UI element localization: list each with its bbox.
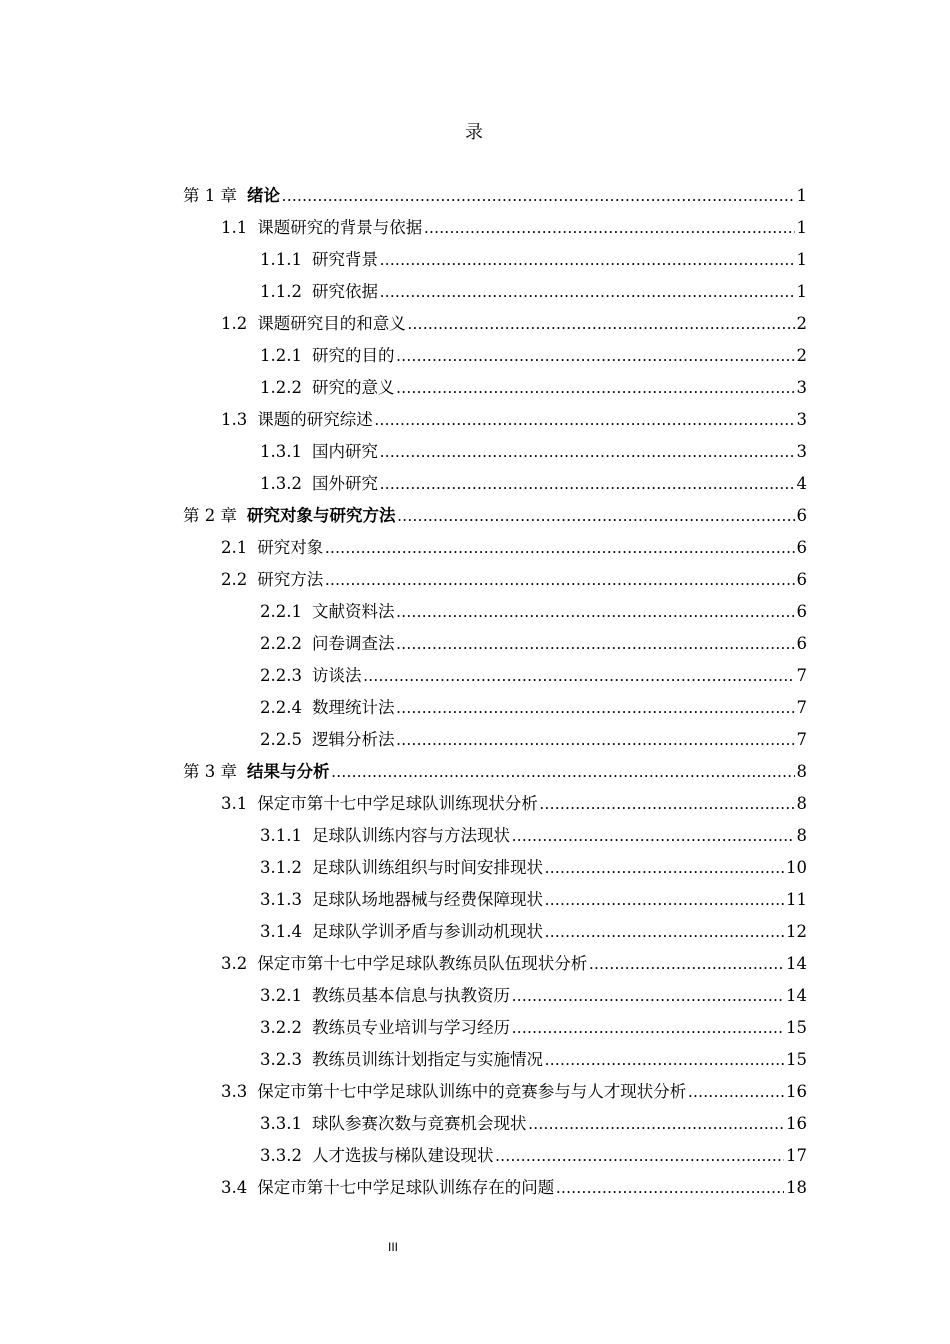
table-of-contents — [183, 180, 807, 1204]
toc-entry-title: 保定市第十七中学足球队教练员队伍现状分析 — [257, 954, 588, 973]
toc-subsection-entry[interactable] — [183, 468, 807, 500]
toc-entry-number: 1.1 — [221, 218, 248, 237]
toc-entry-number: 1.2.1 — [260, 346, 302, 365]
dot-leader — [396, 596, 794, 628]
toc-entry-page: 18 — [786, 1178, 807, 1197]
toc-entry-title: 国外研究 — [311, 474, 378, 493]
toc-subsection-entry[interactable] — [183, 1044, 807, 1076]
dot-leader — [512, 980, 784, 1012]
toc-chapter-entry[interactable] — [183, 500, 807, 532]
toc-entry-title: 结果与分析 — [247, 762, 330, 781]
toc-section-entry[interactable] — [183, 308, 807, 340]
toc-subsection-entry[interactable] — [183, 436, 807, 468]
toc-entry-title: 绪论 — [247, 186, 280, 205]
toc-entry-title: 逻辑分析法 — [311, 730, 395, 749]
dot-leader — [396, 724, 794, 756]
toc-subsection-entry[interactable] — [183, 820, 807, 852]
toc-entry-page: 7 — [796, 698, 807, 717]
dot-leader — [512, 820, 795, 852]
toc-entry-title: 足球队场地器械与经费保障现状 — [311, 890, 543, 909]
toc-entry-title: 足球队训练组织与时间安排现状 — [311, 858, 543, 877]
toc-entry-title: 研究方法 — [257, 570, 324, 589]
toc-entry-number: 3.1.1 — [260, 826, 302, 845]
dot-leader — [380, 468, 795, 500]
toc-entry-number: 2.2.3 — [260, 666, 302, 685]
toc-section-entry[interactable] — [183, 1172, 807, 1204]
toc-subsection-entry[interactable] — [183, 980, 807, 1012]
toc-entry-number: 3.1 — [221, 794, 248, 813]
toc-entry-number: 3.1.4 — [260, 922, 302, 941]
toc-entry-title: 研究的目的 — [311, 346, 395, 365]
toc-subsection-entry[interactable] — [183, 692, 807, 724]
toc-entry-number: 3.3.1 — [260, 1114, 302, 1133]
toc-entry-page: 11 — [786, 890, 807, 909]
toc-entry-number: 1.1.2 — [260, 282, 302, 301]
toc-subsection-entry[interactable] — [183, 1108, 807, 1140]
toc-entry-page: 6 — [796, 634, 807, 653]
dot-leader — [408, 308, 795, 340]
toc-subsection-entry[interactable] — [183, 340, 807, 372]
toc-entry-number: 2.2.1 — [260, 602, 302, 621]
toc-entry-page: 17 — [786, 1146, 807, 1165]
toc-subsection-entry[interactable] — [183, 244, 807, 276]
toc-entry-number: 3.1.3 — [260, 890, 302, 909]
toc-entry-page: 7 — [796, 666, 807, 685]
toc-entry-title: 课题研究的背景与依据 — [257, 218, 423, 237]
toc-entry-page: 14 — [786, 986, 807, 1005]
toc-entry-page: 2 — [796, 314, 807, 333]
dot-leader — [556, 1172, 784, 1204]
toc-subsection-entry[interactable] — [183, 1140, 807, 1172]
toc-entry-page: 4 — [796, 474, 807, 493]
toc-entry-page: 8 — [796, 762, 807, 781]
toc-entry-title: 研究对象 — [257, 538, 324, 557]
toc-section-entry[interactable] — [183, 404, 807, 436]
dot-leader — [363, 660, 794, 692]
toc-entry-number: 1.3.1 — [260, 442, 302, 461]
toc-section-entry[interactable] — [183, 948, 807, 980]
toc-entry-title: 保定市第十七中学足球队训练现状分析 — [257, 794, 538, 813]
toc-entry-number: 3.2.1 — [260, 986, 302, 1005]
toc-entry-title: 教练员基本信息与执教资历 — [311, 986, 510, 1005]
toc-entry-page: 16 — [786, 1114, 807, 1133]
dot-leader — [375, 404, 795, 436]
toc-entry-number: 1.2 — [221, 314, 248, 333]
toc-entry-page: 6 — [796, 602, 807, 621]
toc-entry-number: 3.2 — [221, 954, 248, 973]
toc-entry-page: 6 — [796, 570, 807, 589]
toc-entry-number: 1.3 — [221, 410, 248, 429]
toc-entry-title: 课题研究目的和意义 — [257, 314, 406, 333]
toc-entry-number: 3.1.2 — [260, 858, 302, 877]
dot-leader — [282, 180, 795, 212]
toc-entry-page: 6 — [796, 538, 807, 557]
toc-entry-page: 1 — [796, 186, 807, 205]
dot-leader — [545, 884, 784, 916]
toc-entry-title: 访谈法 — [311, 666, 362, 685]
dot-leader — [325, 532, 794, 564]
toc-entry-title: 研究的意义 — [311, 378, 395, 397]
toc-entry-page: 7 — [796, 730, 807, 749]
toc-entry-page: 6 — [796, 506, 807, 525]
toc-chapter-entry[interactable] — [183, 756, 807, 788]
toc-entry-page: 15 — [786, 1018, 807, 1037]
toc-entry-number: 2.2.5 — [260, 730, 302, 749]
toc-entry-title: 数理统计法 — [311, 698, 395, 717]
toc-subsection-entry[interactable] — [183, 852, 807, 884]
dot-leader — [380, 276, 795, 308]
toc-entry-number: 第 2 章 — [183, 506, 237, 525]
toc-entry-page: 1 — [796, 282, 807, 301]
dot-leader — [396, 340, 794, 372]
toc-subsection-entry[interactable] — [183, 276, 807, 308]
dot-leader — [545, 916, 784, 948]
toc-section-entry[interactable] — [183, 212, 807, 244]
toc-entry-number: 3.2.2 — [260, 1018, 302, 1037]
toc-entry-title: 研究背景 — [311, 250, 378, 269]
toc-entry-page: 8 — [796, 794, 807, 813]
dot-leader — [332, 756, 795, 788]
toc-entry-page: 3 — [796, 410, 807, 429]
toc-subsection-entry[interactable] — [183, 628, 807, 660]
dot-leader — [528, 1108, 784, 1140]
toc-entry-title: 文献资料法 — [311, 602, 395, 621]
toc-entry-number: 1.3.2 — [260, 474, 302, 493]
toc-subsection-entry[interactable] — [183, 916, 807, 948]
dot-leader — [545, 1044, 784, 1076]
dot-leader — [396, 372, 794, 404]
dot-leader — [688, 1076, 784, 1108]
dot-leader — [495, 1140, 784, 1172]
toc-entry-title: 足球队训练内容与方法现状 — [311, 826, 510, 845]
toc-entry-number: 第 1 章 — [183, 186, 237, 205]
page-number-footer: III — [388, 1240, 399, 1254]
dot-leader — [325, 564, 794, 596]
toc-entry-title: 保定市第十七中学足球队训练中的竞赛参与与人才现状分析 — [257, 1082, 687, 1101]
toc-entry-page: 2 — [796, 346, 807, 365]
toc-entry-page: 3 — [796, 378, 807, 397]
toc-entry-page: 1 — [796, 250, 807, 269]
toc-entry-title: 保定市第十七中学足球队训练存在的问题 — [257, 1178, 555, 1197]
toc-entry-page: 14 — [786, 954, 807, 973]
toc-entry-page: 3 — [796, 442, 807, 461]
toc-entry-number: 3.3 — [221, 1082, 248, 1101]
toc-entry-title: 国内研究 — [311, 442, 378, 461]
dot-leader — [380, 244, 795, 276]
toc-entry-page: 1 — [796, 218, 807, 237]
toc-subsection-entry[interactable] — [183, 596, 807, 628]
toc-section-entry[interactable] — [183, 788, 807, 820]
toc-entry-page: 16 — [786, 1082, 807, 1101]
toc-entry-number: 1.1.1 — [260, 250, 302, 269]
toc-subsection-entry[interactable] — [183, 372, 807, 404]
toc-entry-title: 足球队学训矛盾与参训动机现状 — [311, 922, 543, 941]
toc-entry-number: 3.2.3 — [260, 1050, 302, 1069]
toc-section-entry[interactable] — [183, 532, 807, 564]
toc-chapter-entry[interactable] — [183, 180, 807, 212]
toc-entry-title: 问卷调查法 — [311, 634, 395, 653]
toc-title: 录 — [465, 122, 485, 143]
dot-leader — [424, 212, 794, 244]
toc-entry-number: 2.2 — [221, 570, 248, 589]
toc-entry-number: 1.2.2 — [260, 378, 302, 397]
dot-leader — [589, 948, 784, 980]
toc-entry-title: 研究对象与研究方法 — [247, 506, 396, 525]
toc-entry-number: 3.4 — [221, 1178, 248, 1197]
toc-entry-page: 15 — [786, 1050, 807, 1069]
toc-subsection-entry[interactable] — [183, 1012, 807, 1044]
dot-leader — [396, 692, 794, 724]
dot-leader — [545, 852, 784, 884]
toc-entry-title: 研究依据 — [311, 282, 378, 301]
toc-entry-number: 第 3 章 — [183, 762, 237, 781]
toc-subsection-entry[interactable] — [183, 724, 807, 756]
toc-entry-title: 人才选拔与梯队建设现状 — [311, 1146, 494, 1165]
toc-entry-title: 球队参赛次数与竞赛机会现状 — [311, 1114, 527, 1133]
toc-entry-page: 12 — [786, 922, 807, 941]
toc-section-entry[interactable] — [183, 564, 807, 596]
toc-entry-page: 10 — [786, 858, 807, 877]
toc-entry-number: 3.3.2 — [260, 1146, 302, 1165]
toc-entry-number: 2.2.2 — [260, 634, 302, 653]
dot-leader — [512, 1012, 784, 1044]
toc-entry-number: 2.1 — [221, 538, 248, 557]
dot-leader — [396, 628, 794, 660]
dot-leader — [398, 500, 795, 532]
dot-leader — [380, 436, 795, 468]
toc-subsection-entry[interactable] — [183, 660, 807, 692]
toc-entry-title: 课题的研究综述 — [257, 410, 373, 429]
toc-entry-number: 2.2.4 — [260, 698, 302, 717]
dot-leader — [540, 788, 795, 820]
toc-entry-title: 教练员训练计划指定与实施情况 — [311, 1050, 543, 1069]
toc-section-entry[interactable] — [183, 1076, 807, 1108]
toc-subsection-entry[interactable] — [183, 884, 807, 916]
toc-entry-title: 教练员专业培训与学习经历 — [311, 1018, 510, 1037]
toc-entry-page: 8 — [796, 826, 807, 845]
